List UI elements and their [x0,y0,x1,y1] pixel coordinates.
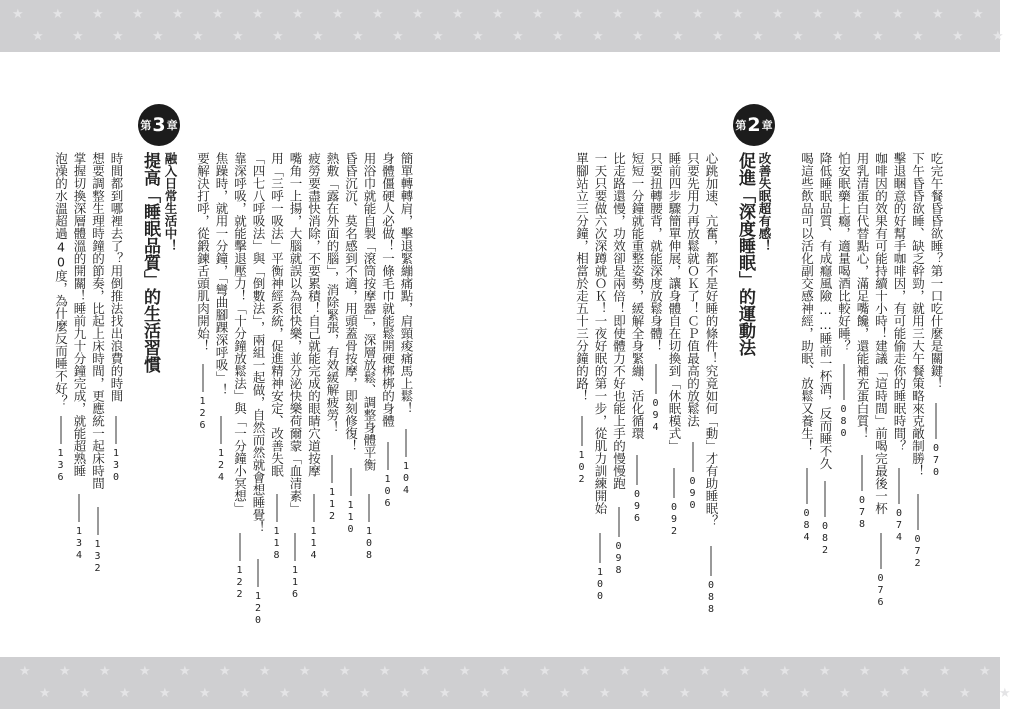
star-icon: ★ [559,686,571,701]
star-icon: ★ [659,664,671,679]
star-icon: ★ [639,686,651,701]
toc-entry-text: 「四七八呼吸法」與「倒數法」，兩組一起做，自然而然就會想睡覺！ [251,152,266,534]
star-icon: ★ [679,686,691,701]
toc-entry-page [216,416,227,484]
star-icon: ★ [312,29,324,44]
toc-entry-text: 喝這些飲品可以活化副交感神經，助眠、放鬆又養生！ [799,152,815,452]
star-icon: ★ [452,7,464,22]
star-icon: ★ [132,7,144,22]
page-number: 100 [594,567,606,603]
toc-entry-page [290,533,301,601]
leader-line [936,403,937,439]
chapter-3-badge: 第 3 章 [138,104,180,146]
star-icon: ★ [179,664,191,679]
star-icon: ★ [32,29,44,44]
star-icon: ★ [519,686,531,701]
star-icon: ★ [332,7,344,22]
page-number: 084 [801,508,812,544]
toc-entry-page [838,364,849,440]
page-number: 122 [234,565,245,601]
leader-line [692,442,693,472]
leader-line [239,533,240,561]
toc-entry-page [576,416,587,486]
star-icon: ★ [859,664,871,679]
star-icon: ★ [479,686,491,701]
toc-entry-page [687,442,698,512]
star-icon: ★ [419,664,431,679]
star-icon: ★ [152,29,164,44]
page-number: 118 [271,526,282,562]
toc-entry-text: 時間都到哪裡去了？用倒推法找出浪費的時間 [109,152,124,402]
leader-line [97,507,98,535]
star-icon: ★ [379,664,391,679]
leader-line [202,364,203,392]
chapter-2-title: 促進「深度睡眠」的運動法 [735,152,755,356]
leader-line [369,494,370,522]
star-icon: ★ [499,664,511,679]
star-icon: ★ [652,7,664,22]
leader-line [917,494,918,530]
star-icon: ★ [979,664,991,679]
toc-entry-text: 要解決打呼，從鍛鍊舌頭肌肉開始！ [195,152,211,352]
leader-line [618,507,619,537]
star-icon: ★ [512,29,524,44]
page-number: 136 [55,448,66,484]
star-icon: ★ [239,686,251,701]
star-icon: ★ [59,664,71,679]
star-icon: ★ [759,686,771,701]
chapter-3-subtitle: 融入日常生活中！ [163,152,178,252]
page-number: 092 [668,502,680,538]
page-number: 112 [326,487,338,523]
star-icon: ★ [159,686,171,701]
star-icon: ★ [492,7,504,22]
toc-entry-page [706,546,717,616]
toc-entry-text: 只要先用力再放鬆就ＯＫ了！ＣＰ值最高的放鬆法 [685,152,701,427]
toc-entry-page [74,494,85,562]
star-icon: ★ [272,29,284,44]
star-icon: ★ [672,29,684,44]
star-icon: ★ [572,7,584,22]
page-number: 134 [73,526,85,562]
toc-entry-page [382,442,393,510]
leader-line [711,546,712,576]
toc-entry-text: 嘴角一上揚，大腦就誤以為很快樂，並分泌快樂荷爾蒙「血清素」 [288,152,303,515]
toc-entry-text: 單腳站立三分鐘，相當於走五十三分鐘的路！ [574,152,590,402]
toc-entry-page [253,559,264,627]
star-icon: ★ [172,7,184,22]
star-icon: ★ [992,29,1004,44]
page-number: 110 [345,500,356,536]
page-number: 098 [613,541,624,577]
toc-entry-text: 用乳清蛋白代替點心，滿足嘴饞，還能補充蛋白質！ [855,152,870,440]
star-icon: ★ [532,7,544,22]
page-number: 082 [819,521,831,557]
toc-entry-text: 比走路還慢，功效卻是兩倍！即使體力不好也能上手的慢慢跑 [611,152,627,490]
star-icon: ★ [619,664,631,679]
star-icon: ★ [832,29,844,44]
star-icon: ★ [19,664,31,679]
star-icon: ★ [959,686,971,701]
star-icon: ★ [52,7,64,22]
page-number: 108 [363,526,375,562]
star-icon: ★ [139,664,151,679]
page-number: 116 [289,565,301,601]
toc-entry-page [345,468,356,536]
star-icon: ★ [919,686,931,701]
toc-entry-text: 靠深呼吸，就能擊退壓力！「十分鐘放鬆法」與「一分鐘小冥想」 [232,152,248,515]
star-icon: ★ [839,686,851,701]
toc-entry-text: 下午昏昏欲睡、缺乏幹勁，就用三大午餐策略來克敵制勝！ [910,152,926,477]
chapter-2-subtitle: 改善失眠超有感！ [757,152,772,252]
star-icon: ★ [752,29,764,44]
toc-entry-page [632,455,643,525]
star-icon: ★ [912,29,924,44]
page-number: 088 [705,580,717,616]
star-icon: ★ [212,7,224,22]
toc-entry-text: 擊退睏意的好幫手咖啡因，有可能偷走你的睡眠時間？ [892,152,907,452]
page-number: 080 [838,404,849,440]
star-icon: ★ [432,29,444,44]
star-icon: ★ [999,686,1011,701]
star-icon: ★ [252,7,264,22]
star-icon: ★ [232,29,244,44]
star-icon: ★ [612,7,624,22]
toc-entry-text: 簡單轉轉肩，擊退緊繃痛點，肩頸痠痛馬上鬆！ [399,152,414,415]
star-icon: ★ [792,29,804,44]
star-icon: ★ [819,664,831,679]
toc-entry-text: 咖啡因的效果有可能持續十小時！建議「這時間」前喝完最後一杯 [873,152,889,515]
star-icon: ★ [552,29,564,44]
leader-line [79,494,80,522]
leader-line [581,416,582,446]
leader-line [221,416,222,444]
star-icon: ★ [739,664,751,679]
page-number: 074 [893,508,905,544]
star-icon: ★ [899,664,911,679]
page-number: 072 [912,534,923,570]
star-icon: ★ [92,7,104,22]
leader-line [116,416,117,444]
toc-entry-text: 身體僵硬人必做！一條毛巾就能鬆開硬梆梆的身體 [380,152,396,427]
star-icon: ★ [712,29,724,44]
chapter-2-badge: 第 2 章 [733,104,775,146]
toc-entry-page [931,403,942,479]
leader-line [806,468,807,504]
toc-entry-text: 用浴巾就能自製「滾筒按摩器」，深層放鬆、調整身體平衡 [362,152,377,471]
toc-entry-page [55,416,66,484]
toc-entry-page [327,455,338,523]
page-number: 078 [856,495,868,531]
leader-line [843,364,844,400]
star-icon: ★ [812,7,824,22]
toc-entry-text: 熱敷「露在外面的腦」，消除緊張，有效緩解疲勞！ [325,152,340,434]
star-icon: ★ [352,29,364,44]
page-number: 124 [215,448,227,484]
star-icon: ★ [219,664,231,679]
leader-line [655,364,656,394]
star-icon: ★ [632,29,644,44]
toc-entry-page [595,533,606,603]
toc-entry-text: 昏昏沉沉、莫名感到不適，用頭蓋骨按摩，即刻修復！ [343,152,359,452]
star-icon: ★ [99,664,111,679]
leader-line [880,533,881,569]
page-number: 106 [382,474,393,510]
page-number: 094 [650,398,661,434]
page-number: 120 [252,591,264,627]
page-number: 104 [400,461,412,497]
toc-entry-page [308,494,319,562]
star-icon: ★ [579,664,591,679]
leader-line [899,468,900,504]
leader-line [862,455,863,491]
toc-entry-text: 一天只要做六次深蹲就ＯＫ！一夜好眠的第一步，從肌力訓練開始 [593,152,608,515]
leader-line [406,429,407,457]
toc-entry-page [875,533,886,609]
bottom-decorative-band [0,657,1011,709]
star-icon: ★ [872,29,884,44]
toc-entry-page [650,364,661,434]
leader-line [332,455,333,483]
star-icon: ★ [12,7,24,22]
toc-entry-text: 掌握切換深層體溫的開關！睡前九十分鐘完成，就能超熟睡 [72,152,87,477]
star-icon: ★ [699,664,711,679]
star-icon: ★ [112,29,124,44]
star-icon: ★ [459,664,471,679]
top-decorative-band [0,0,1004,52]
star-icon: ★ [539,664,551,679]
star-icon: ★ [852,7,864,22]
toc-entry-page [801,468,812,544]
star-icon: ★ [399,686,411,701]
star-icon: ★ [892,7,904,22]
page-number: 096 [631,489,643,525]
star-icon: ★ [299,664,311,679]
star-icon: ★ [72,29,84,44]
toc-entry-text: 睡前四步驟簡單伸展，讓身體自在切換到「休眠模式」 [667,152,682,452]
toc-entry-text: 疲勞要盡快消除，不要累積！自己就能完成的眼睛穴道按摩 [306,152,322,477]
star-icon: ★ [79,686,91,701]
toc-entry-text: 短短一分鐘就能重整姿勢，緩解全身緊繃、活化循環 [630,152,645,440]
leader-line [350,468,351,496]
star-icon: ★ [319,686,331,701]
leader-line [258,559,259,587]
star-icon: ★ [592,29,604,44]
star-icon: ★ [412,7,424,22]
star-icon: ★ [199,686,211,701]
page-number: 126 [197,396,208,432]
leader-line [295,533,296,561]
chapter-3-title: 提高「睡眠品質」的生活習慣 [140,152,160,373]
star-icon: ★ [372,7,384,22]
star-icon: ★ [772,7,784,22]
toc-entry-text: 吃完午餐昏昏欲睡？第一口吃什麼是關鍵！ [929,152,944,390]
page-number: 102 [576,450,587,486]
star-icon: ★ [692,7,704,22]
toc-entry-page [197,364,208,432]
star-icon: ★ [259,664,271,679]
toc-entry-text: 泡澡的水溫超過40度，為什麼反而睡不好？ [53,152,69,407]
page-number: 070 [930,443,942,479]
toc-entry-page [111,416,122,484]
toc-entry-page [820,481,831,557]
toc-entry-page [857,455,868,531]
leader-line [600,533,601,563]
toc-entry-text: 想要調整生理時鐘的節奏，比起上床時間，更應統一起床時間 [90,152,106,490]
toc-entry-page [234,533,245,601]
toc-entry-page [92,507,103,575]
toc-entry-page [669,468,680,538]
leader-line [825,481,826,517]
star-icon: ★ [192,29,204,44]
star-icon: ★ [972,7,984,22]
toc-entry-page [271,494,282,562]
star-icon: ★ [779,664,791,679]
leader-line [313,494,314,522]
leader-line [276,494,277,522]
page-number: 130 [110,448,122,484]
leader-line [60,416,61,444]
page-number: 090 [687,476,698,512]
page-number: 114 [308,526,319,562]
star-icon: ★ [599,686,611,701]
star-icon: ★ [939,664,951,679]
toc-entry-text: 心跳加速、亢奮，都不是好睡的條件！究竟如何「動」才有助睡眠？ [704,152,719,527]
toc-entry-page [894,468,905,544]
star-icon: ★ [799,686,811,701]
star-icon: ★ [932,7,944,22]
star-icon: ★ [392,29,404,44]
toc-entry-page [613,507,624,577]
star-icon: ★ [119,686,131,701]
toc-entry-text: 只要扭轉腰背，就能深度放鬆身體！ [648,152,664,352]
page-number: 076 [875,573,886,609]
star-icon: ★ [292,7,304,22]
page-number: 132 [92,539,103,575]
toc-entry-text: 降低睡眠品質、有成癮風險……睡前一杯酒，反而睡不久 [818,152,833,470]
star-icon: ★ [279,686,291,701]
star-icon: ★ [439,686,451,701]
star-icon: ★ [732,7,744,22]
leader-line [387,442,388,470]
toc-entry-text: 用「三呼一吸法」平衡神經系統，促進精神安定、改善失眠 [269,152,285,477]
leader-line [637,455,638,485]
toc-entry-page [364,494,375,562]
star-icon: ★ [719,686,731,701]
toc-entry-text: 焦躁時，就用一分鐘，「彎曲腳踝深呼吸」！ [214,152,229,396]
star-icon: ★ [952,29,964,44]
star-icon: ★ [339,664,351,679]
star-icon: ★ [472,29,484,44]
star-icon: ★ [39,686,51,701]
toc-entry-text: 怕安眠藥上癮，適量喝酒比較好睡？ [836,152,852,352]
star-icon: ★ [359,686,371,701]
toc-entry-page [401,429,412,497]
leader-line [674,468,675,498]
toc-entry-page [912,494,923,570]
star-icon: ★ [879,686,891,701]
